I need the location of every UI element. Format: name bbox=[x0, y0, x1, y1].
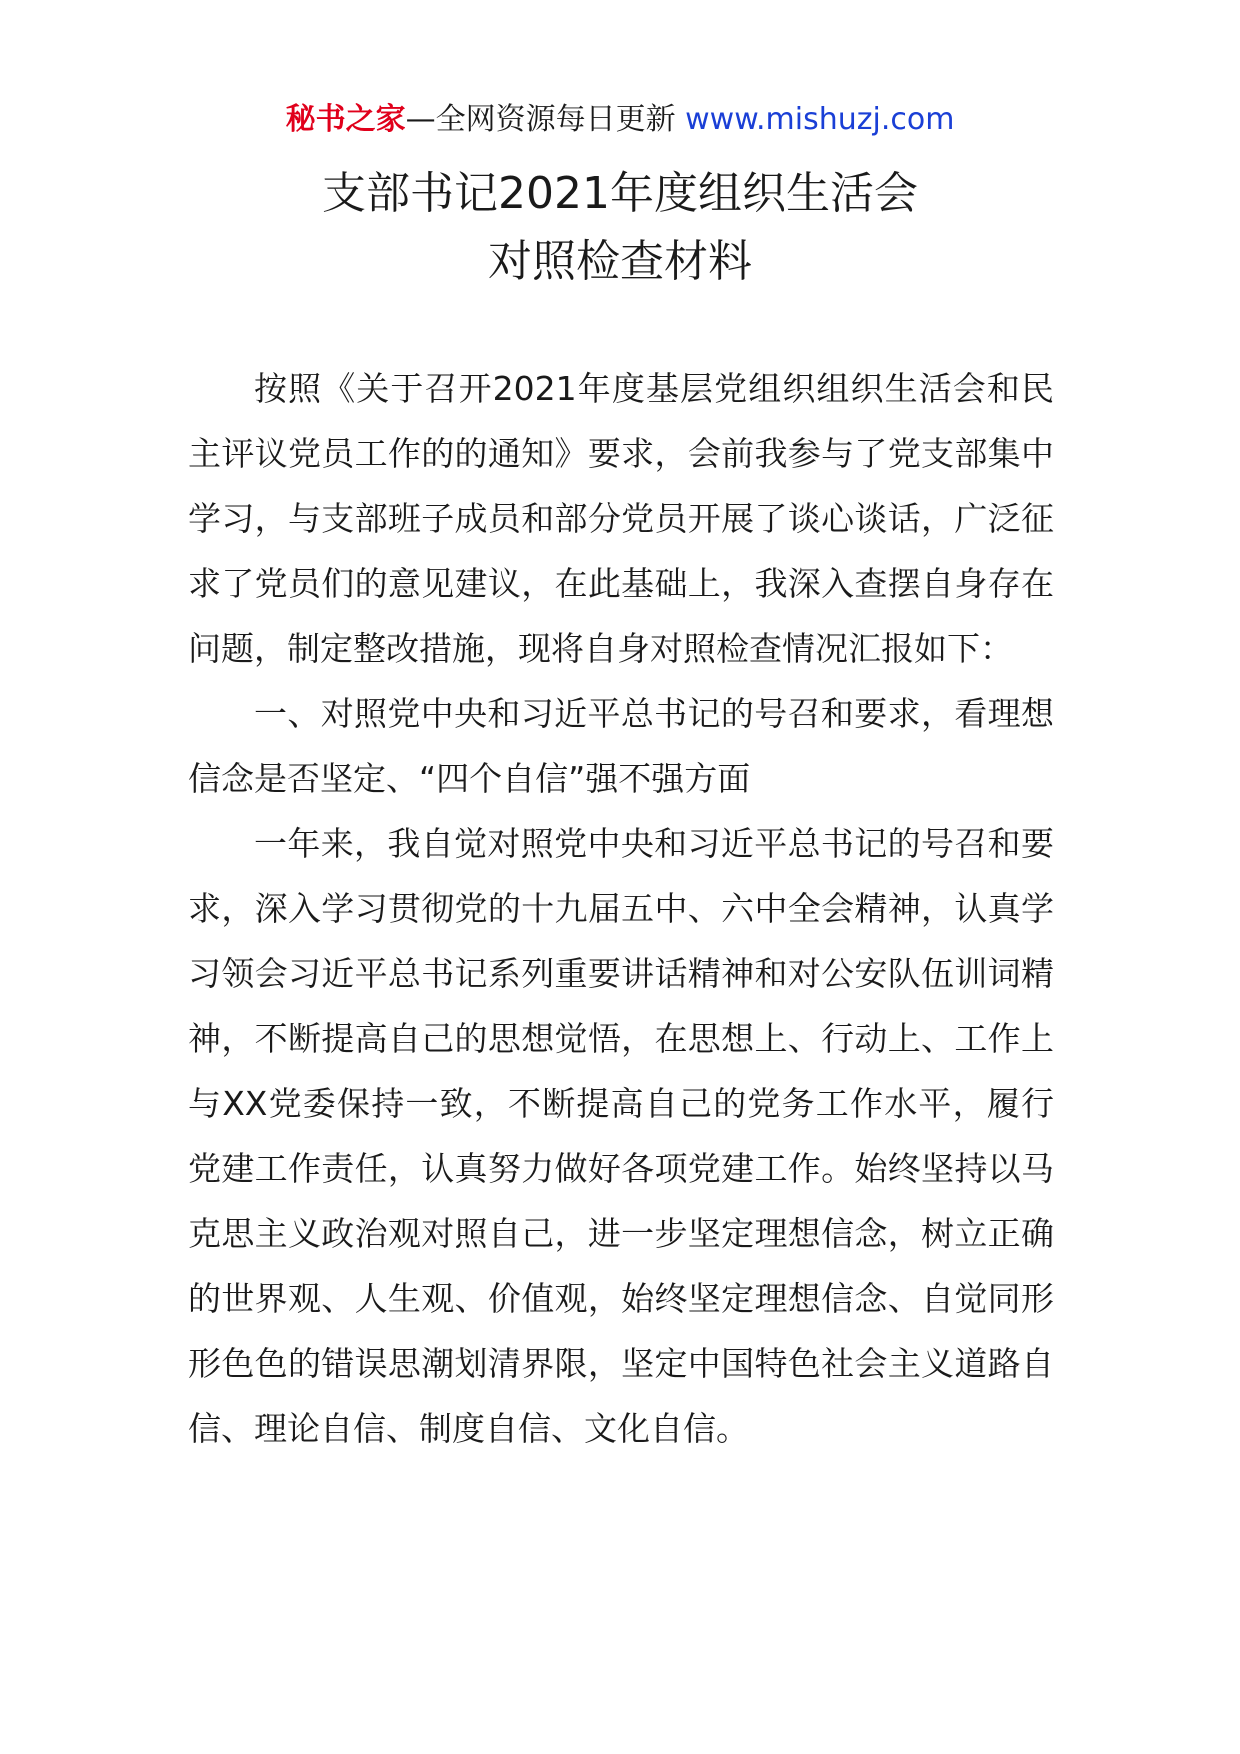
section-heading-1: 一、对照党中央和习近平总书记的号召和要求，看理想信念是否坚定、“四个自信”强不强方面 bbox=[188, 694, 1054, 798]
site-header bbox=[0, 100, 1240, 140]
brand-name: 秘书之家 bbox=[285, 102, 406, 137]
header-tagline: —全网资源每日更新 bbox=[405, 102, 686, 137]
document-title-line-1: 支部书记2021年度组织生活会 bbox=[322, 168, 918, 219]
document-title-line-2: 对照检查材料 bbox=[488, 236, 752, 287]
section-1-paragraph: 一年来，我自觉对照党中央和习近平总书记的号召和要求，深入学习贯彻党的十九届五中、六中全会精神，认真学习领会习近平总书记系列重要讲话精神和对公安队伍训词精神，不断提高自己的思想觉悟，在思想上、行动上、工作上与XX党委保持一致，不断提高自己的党务工作水平，履行党建工作责任，认真努力做好各项党建工作。始终坚持以马克思主义政治观对照自己，进一步坚定理想信念，树立正确的世界观、人生观、价值观，始终坚定理想信念、自觉同形形色色的错误思潮划清界限，坚定中国特色社会主义道路自信、理论自信、制度自信、文化自信。 bbox=[188, 824, 1054, 1448]
document-body bbox=[188, 356, 1054, 1461]
site-url-link[interactable]: www.mishuzj.com bbox=[685, 102, 955, 137]
intro-paragraph: 按照《关于召开2021年度基层党组织组织生活会和民主评议党员工作的的通知》要求，会前我参与了党支部集中学习，与支部班子成员和部分党员开展了谈心谈话，广泛征求了党员们的意见建议，在此基础上，我深入查摆自身存在问题，制定整改措施，现将自身对照检查情况汇报如下： bbox=[188, 369, 1054, 668]
